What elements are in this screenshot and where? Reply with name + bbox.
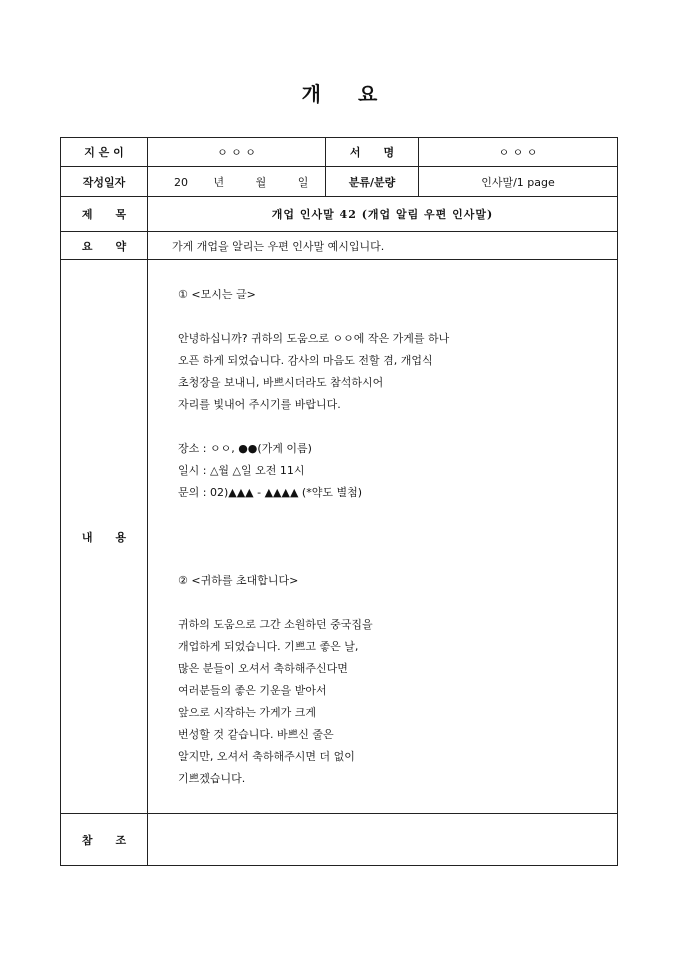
subject-label: 제 목 [61,197,148,232]
content-line: 문의 : 02)▲▲▲ - ▲▲▲▲ (*약도 별첨) [178,485,362,499]
content-line: 초청장을 보내니, 바쁘시더라도 참석하시어 [178,375,384,389]
content-line [178,416,617,438]
summary-value: 가게 개업을 알리는 우편 인사말 예시입니다. [148,232,618,260]
subject-row [61,197,618,232]
content-label: 내 용 [61,260,148,814]
content-line: 여러분들의 좋은 기운을 받아서 [178,683,327,697]
date-year: 20 [174,175,188,189]
content-line: 장소 : ㅇㅇ, ●●(가게 이름) [178,441,312,455]
content-line: 기쁘겠습니다. [178,771,246,785]
content-line: 귀하의 도움으로 그간 소원하던 중국집을 [178,617,373,631]
summary-row [61,232,618,260]
reference-row [61,814,618,866]
summary-label: 요 약 [61,232,148,260]
subject-value: 개업 인사말 42 (개업 알림 우편 인사말) [148,197,618,232]
reference-label: 참 조 [61,814,148,866]
document-title-char-2: 요 [358,82,379,106]
content-line: ② <귀하를 초대합니다> [178,573,299,587]
date-year-unit: 년 [213,175,225,189]
content-row [61,260,618,814]
content-line: 자리를 빛내어 주시기를 바랍니다. [178,397,341,411]
content-line: 개업하게 되었습니다. 기쁘고 좋은 날, [178,639,359,653]
date-day-unit: 일 [297,175,309,189]
content-line: 오픈 하게 되었습니다. 감사의 마음도 전할 겸, 개업식 [178,353,433,367]
signature-value: ㅇ ㅇ ㅇ [419,138,618,167]
content-cell [148,260,618,814]
content-line [178,592,617,614]
content-line [178,526,617,548]
date-row [61,167,618,197]
content-line [178,548,617,570]
content-line: 번성할 것 같습니다. 바쁘신 줄은 [178,727,334,741]
author-row [61,138,618,167]
content-line: ① <모시는 글> [178,287,256,301]
content-line: 많은 분들이 오셔서 축하해주신다면 [178,661,348,675]
date-month-unit: 월 [255,175,267,189]
content-line: 일시 : △월 △일 오전 11시 [178,463,305,477]
document-title [0,78,680,107]
content-line: 안녕하십니까? 귀하의 도움으로 ㅇㅇ에 작은 가게를 하나 [178,331,450,345]
content-line [178,306,617,328]
summary-form-table [60,137,618,866]
content-body [148,284,617,790]
author-value: ㅇ ㅇ ㅇ [148,138,326,167]
category-value: 인사말/1 page [419,167,618,197]
author-label: 지 은 이 [61,138,148,167]
reference-value [148,814,618,866]
content-line: 알지만, 오셔서 축하해주시면 더 없이 [178,749,355,763]
date-label: 작성일자 [61,167,148,197]
document-title-char-1: 개 [301,82,322,106]
category-label: 분류/분량 [326,167,419,197]
content-line: 앞으로 시작하는 가게가 크게 [178,705,317,719]
date-value [148,167,326,197]
signature-label: 서 명 [326,138,419,167]
content-line [178,504,617,526]
